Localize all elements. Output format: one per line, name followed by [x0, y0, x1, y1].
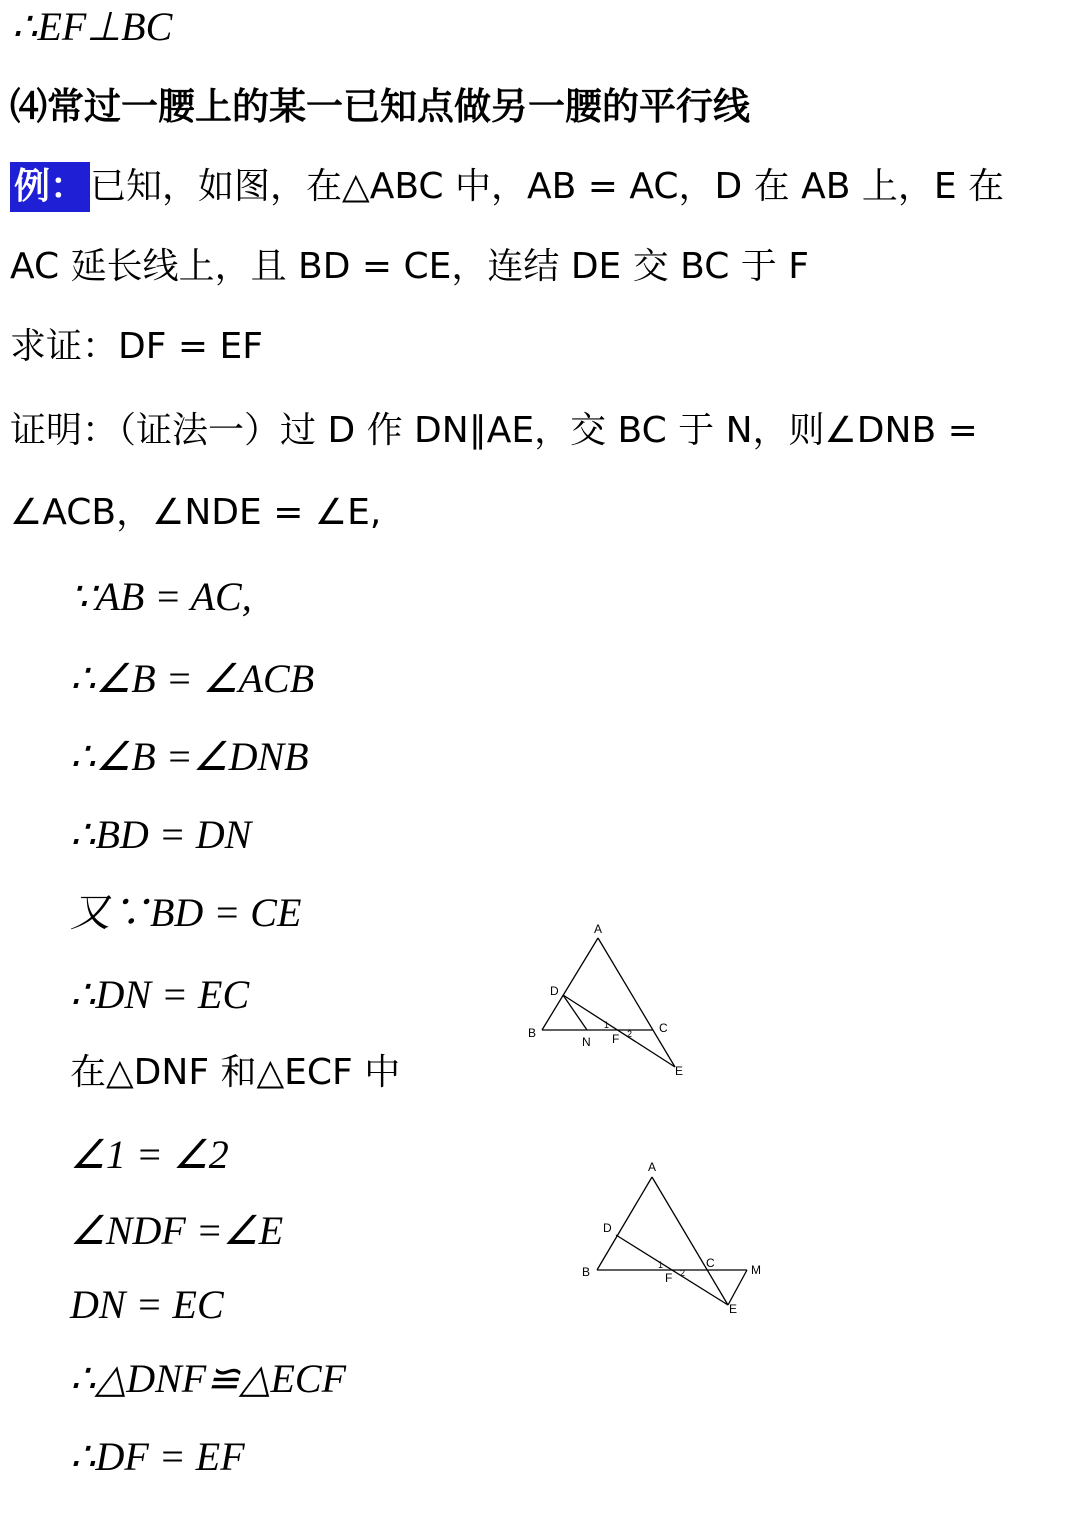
label-a: A	[594, 922, 603, 936]
label-angle-2: 2	[680, 1268, 686, 1278]
step-ab-eq-ac: ∵AB = AC,	[70, 574, 252, 619]
segment-ac-extended	[598, 938, 675, 1067]
label-f: F	[612, 1032, 620, 1046]
label-a: A	[648, 1160, 657, 1174]
label-f: F	[665, 1271, 673, 1285]
step-angle-ndf-eq-e: ∠NDF =∠E	[70, 1208, 284, 1253]
step-angle-b-eq-acb: ∴∠B = ∠ACB	[70, 656, 315, 701]
step-dn-eq-ec-2: DN = EC	[70, 1282, 224, 1327]
figure-2-triangle-diagram	[575, 1155, 775, 1320]
label-d: D	[550, 984, 559, 998]
step-df-eq-ef: ∴DF = EF	[70, 1434, 245, 1479]
label-m: M	[751, 1263, 761, 1277]
label-angle-2: 2	[627, 1029, 633, 1039]
step-angle-1-eq-2: ∠1 = ∠2	[70, 1132, 229, 1177]
label-d: D	[603, 1221, 612, 1235]
step-bd-eq-ce: 又∵BD = CE	[70, 890, 302, 935]
proof-line-1: 证明：（证法一）过 D 作 DN∥AE，交 BC 于 N，则∠DNB =	[10, 410, 978, 451]
proof-line-2: ∠ACB，∠NDE = ∠E,	[10, 492, 382, 533]
example-line-2: AC 延长线上，且 BD = CE，连结 DE 交 BC 于 F	[10, 246, 809, 287]
prove-statement: 求证：DF = EF	[10, 326, 263, 367]
label-c: C	[659, 1021, 668, 1035]
example-text: 已知，如图，在△ABC 中，AB = AC，D 在 AB 上，E 在	[90, 166, 1005, 207]
figure-1-triangle-diagram	[520, 920, 700, 1080]
example-line-1	[10, 160, 1004, 212]
example-badge: 例：	[10, 162, 90, 212]
section-heading: ⑷常过一腰上的某一已知点做另一腰的平行线	[10, 85, 750, 128]
label-b: B	[528, 1026, 537, 1040]
line-conclusion-ef-perp-bc: ∴EF⊥BC	[12, 4, 173, 49]
segment-ac-extended	[652, 1177, 728, 1305]
label-e: E	[729, 1302, 738, 1316]
label-b: B	[582, 1265, 591, 1279]
label-e: E	[675, 1064, 684, 1078]
step-angle-b-eq-dnb: ∴∠B =∠DNB	[70, 734, 309, 779]
step-dn-eq-ec: ∴DN = EC	[70, 972, 250, 1017]
step-congruent-triangles: ∴△DNF≌△ECF	[70, 1356, 347, 1401]
label-angle-1: 1	[604, 1020, 610, 1030]
segment-dn	[563, 995, 587, 1030]
label-n: N	[582, 1035, 591, 1049]
step-bd-eq-dn: ∴BD = DN	[70, 812, 252, 857]
label-angle-1: 1	[658, 1260, 664, 1270]
label-c: C	[706, 1256, 715, 1270]
step-in-triangles: 在△DNF 和△ECF 中	[70, 1052, 401, 1093]
segment-em	[728, 1270, 747, 1305]
